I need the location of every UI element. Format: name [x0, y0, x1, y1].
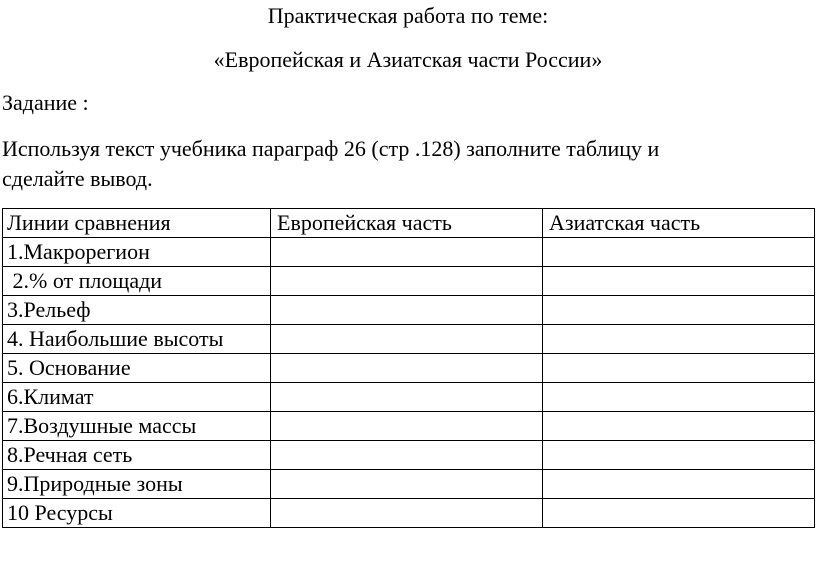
table-row — [3, 325, 815, 354]
row-label: 5. Основание — [3, 354, 271, 383]
european-cell[interactable] — [271, 412, 543, 441]
column-header-comparison-lines: Линии сравнения — [3, 209, 271, 238]
asian-cell[interactable] — [543, 383, 815, 412]
row-label: 1.Макрорегион — [3, 238, 271, 267]
european-cell[interactable] — [271, 267, 543, 296]
european-cell[interactable] — [271, 470, 543, 499]
row-label: 3.Рельеф — [3, 296, 271, 325]
table-row — [3, 354, 815, 383]
asian-cell[interactable] — [543, 441, 815, 470]
row-label: 10 Ресурсы — [3, 499, 271, 528]
row-label: 6.Климат — [3, 383, 271, 412]
asian-cell[interactable] — [543, 267, 815, 296]
page-subtitle: «Европейская и Азиатская части России» — [213, 47, 603, 72]
row-label: 8.Речная сеть — [3, 441, 271, 470]
row-label: 2.% от площади — [3, 267, 271, 296]
comparison-table — [2, 208, 815, 528]
task-label: Задание : — [2, 90, 89, 115]
row-label: 7.Воздушные массы — [3, 412, 271, 441]
table-row — [3, 441, 815, 470]
column-header-european-part: Европейская часть — [271, 209, 543, 238]
asian-cell[interactable] — [543, 499, 815, 528]
table-row — [3, 238, 815, 267]
asian-cell[interactable] — [543, 325, 815, 354]
asian-cell[interactable] — [543, 412, 815, 441]
row-label: 4. Наибольшие высоты — [3, 325, 271, 354]
asian-cell[interactable] — [543, 238, 815, 267]
row-label: 9.Природные зоны — [3, 470, 271, 499]
table-header-row — [3, 209, 815, 238]
column-header-asian-part: Азиатская часть — [543, 209, 815, 238]
table-row — [3, 267, 815, 296]
task-instruction-line-2: сделайте вывод. — [2, 166, 153, 191]
table-row — [3, 470, 815, 499]
asian-cell[interactable] — [543, 354, 815, 383]
asian-cell[interactable] — [543, 470, 815, 499]
european-cell[interactable] — [271, 325, 543, 354]
european-cell[interactable] — [271, 499, 543, 528]
asian-cell[interactable] — [543, 296, 815, 325]
table-row — [3, 296, 815, 325]
european-cell[interactable] — [271, 238, 543, 267]
table-row — [3, 499, 815, 528]
table-row — [3, 412, 815, 441]
page-title: Практическая работа по теме: — [267, 3, 549, 28]
european-cell[interactable] — [271, 354, 543, 383]
european-cell[interactable] — [271, 441, 543, 470]
table-row — [3, 383, 815, 412]
european-cell[interactable] — [271, 296, 543, 325]
task-instruction-line-1: Используя текст учебника параграф 26 (стр .128) заполните таблицу и — [2, 136, 660, 161]
european-cell[interactable] — [271, 383, 543, 412]
